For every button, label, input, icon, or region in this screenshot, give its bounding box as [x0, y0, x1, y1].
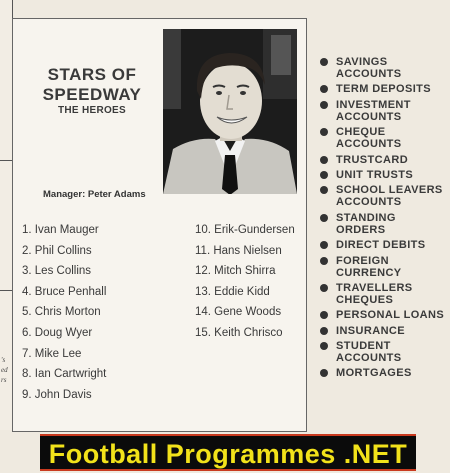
- service-item: INVESTMENT ACCOUNTS: [320, 99, 448, 123]
- rider-item: 14. Gene Woods: [195, 306, 282, 319]
- service-item: INSURANCE: [320, 325, 448, 337]
- bullet-icon: [320, 58, 328, 66]
- rider-item: 10. Erik-Gundersen: [195, 224, 295, 236]
- bullet-icon: [320, 101, 328, 109]
- title-line-2: SPEEDWAY: [42, 85, 142, 104]
- service-item: FOREIGN CURRENCY: [320, 255, 448, 279]
- service-item: TERM DEPOSITS: [320, 83, 448, 95]
- service-item: SAVINGS ACCOUNTS: [320, 56, 448, 80]
- manager-caption: Manager: Peter Adams: [43, 189, 146, 200]
- divider-line: [0, 290, 12, 291]
- bullet-icon: [320, 342, 328, 350]
- service-item: STANDING ORDERS: [320, 212, 448, 236]
- rider-item: 15. Keith Chrisco: [195, 326, 283, 339]
- rider-item: 11. Hans Nielsen: [195, 244, 282, 257]
- service-item: TRUSTCARD: [320, 154, 448, 166]
- bullet-icon: [320, 311, 328, 319]
- cropped-text-fragment: ed: [1, 366, 8, 374]
- divider-line: [0, 160, 12, 161]
- cropped-text-fragment: rs: [1, 376, 7, 384]
- rider-item: 7. Mike Lee: [22, 347, 82, 360]
- manager-portrait-illustration: [163, 29, 297, 194]
- rider-item: 5. Chris Morton: [22, 306, 101, 319]
- bank-services-list: [320, 56, 448, 383]
- cropped-text-fragment: 's: [1, 356, 6, 364]
- rider-item: 3. Les Collins: [22, 265, 92, 278]
- bullet-icon: [320, 186, 328, 194]
- service-item: UNIT TRUSTS: [320, 169, 448, 181]
- bullet-icon: [320, 241, 328, 249]
- service-item: TRAVELLERS CHEQUES: [320, 282, 448, 306]
- rider-item: 12. Mitch Shirra: [195, 265, 276, 278]
- bullet-icon: [320, 156, 328, 164]
- bullet-icon: [320, 327, 328, 335]
- rider-item: 6. Doug Wyer: [22, 326, 93, 339]
- rider-item: 2. Phil Collins: [22, 244, 92, 257]
- rider-item: 9. John Davis: [22, 388, 92, 401]
- watermark-banner: Football Programmes .NET: [40, 434, 416, 471]
- rider-list-column-2: [195, 224, 295, 348]
- rider-item: 8. Ian Cartwright: [22, 368, 107, 381]
- rider-list-column-1: [22, 224, 106, 409]
- team-panel: [12, 18, 307, 432]
- service-item: PERSONAL LOANS: [320, 309, 448, 321]
- service-item: SCHOOL LEAVERS ACCOUNTS: [320, 184, 448, 208]
- rider-item: 1. Ivan Mauger: [22, 224, 99, 236]
- rider-item: 13. Eddie Kidd: [195, 285, 270, 298]
- bullet-icon: [320, 214, 328, 222]
- bullet-icon: [320, 284, 328, 292]
- subtitle: THE HEROES: [57, 105, 126, 116]
- bullet-icon: [320, 369, 328, 377]
- rider-item: 4. Bruce Penhall: [22, 285, 107, 298]
- service-item: DIRECT DEBITS: [320, 239, 448, 251]
- manager-photo: [163, 29, 297, 194]
- bullet-icon: [320, 171, 328, 179]
- bullet-icon: [320, 128, 328, 136]
- bullet-icon: [320, 85, 328, 93]
- bullet-icon: [320, 257, 328, 265]
- service-item: CHEQUE ACCOUNTS: [320, 126, 448, 150]
- title-line-1: STARS OF: [47, 65, 137, 84]
- service-item: MORTGAGES: [320, 367, 448, 379]
- service-item: STUDENT ACCOUNTS: [320, 340, 448, 364]
